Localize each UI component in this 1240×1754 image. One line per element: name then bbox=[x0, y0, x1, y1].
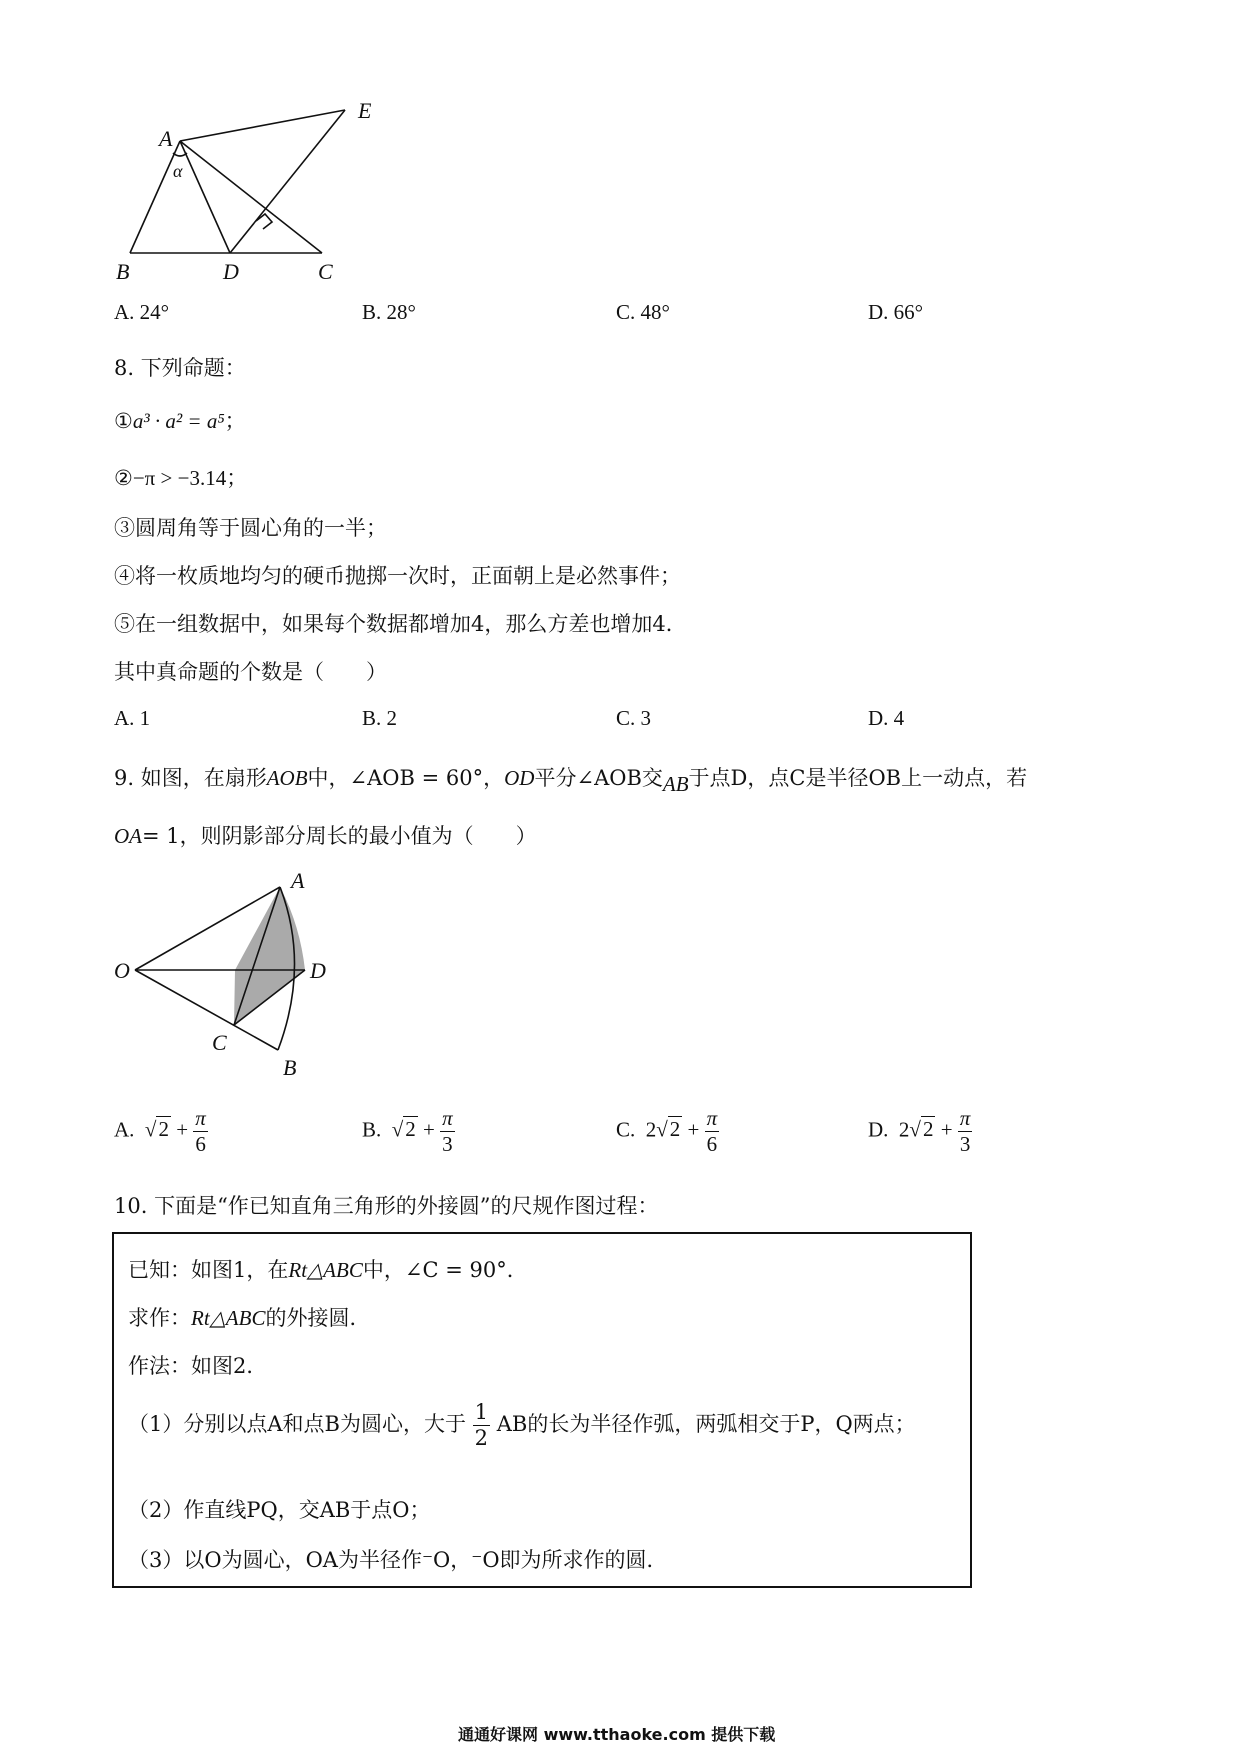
q8-stem: 8. 下列命题： bbox=[114, 356, 246, 380]
q10-step-2: （2）作直线PQ，交AB于点O； bbox=[128, 1498, 431, 1522]
q8-option-d: D. 4 bbox=[868, 706, 905, 730]
fig9-label-B: B bbox=[283, 1055, 297, 1080]
q9-option-d: D. 2√2 + $\frac{\pi}{3}$ bbox=[868, 1106, 971, 1156]
fig9-label-D: D bbox=[310, 958, 326, 983]
q8-option-a: A. 1 bbox=[114, 706, 151, 730]
q9-option-c: C. 2√2 + $\frac{\pi}{6}$ bbox=[616, 1106, 718, 1156]
q8-item-5: ⑤在一组数据中，如果每个数据都增加4，那么方差也增加4． bbox=[114, 612, 687, 636]
q9-arc-ab: AB bbox=[662, 772, 689, 796]
fig7-label-D: D bbox=[223, 259, 239, 284]
q10-seek: 求作：Rt△ABC的外接圆． bbox=[128, 1306, 371, 1330]
q9-stem-line1: 9. 如图，在扇形AOB中，∠AOB = 60°，OD平分∠AOB交AB于点D，点C是半径OB上一动点，若 bbox=[114, 766, 1028, 796]
fig9-label-A: A bbox=[291, 868, 305, 893]
q8-item-1-math: a³ · a² = a⁵ bbox=[132, 409, 225, 433]
fig7-label-B: B bbox=[116, 259, 130, 284]
q7-option-d: D. 66° bbox=[868, 300, 924, 324]
fig9-label-O: O bbox=[114, 958, 130, 983]
page-footer: 通通好课网 www.tthaoke.com 提供下载 bbox=[458, 1725, 776, 1744]
q8-item-1: ①a³ · a² = a⁵； bbox=[114, 409, 246, 433]
fig7-label-C: C bbox=[318, 259, 333, 284]
q8-option-c: C. 3 bbox=[616, 706, 652, 730]
q8-item-2-math: −π > −3.14 bbox=[132, 466, 227, 490]
q8-item-4: ④将一枚质地均匀的硬币抛掷一次时，正面朝上是必然事件； bbox=[114, 564, 681, 588]
q10-method: 作法：如图2． bbox=[128, 1354, 268, 1378]
q8-item-3: ③圆周角等于圆心角的一半； bbox=[114, 516, 387, 540]
q10-known: 已知：如图1，在Rt△ABC中，∠C = 90°． bbox=[128, 1258, 528, 1282]
q7-option-c: C. 48° bbox=[616, 300, 670, 324]
q8-item-2: ②−π > −3.14； bbox=[114, 466, 248, 490]
q10-step-1: （1）分别以点A和点B为圆心，大于 $\frac{1}{2}$ AB的长为半径作弧，两弧相交于P，Q两点； bbox=[128, 1400, 916, 1450]
fig7-label-E: E bbox=[358, 98, 372, 123]
q7-figure bbox=[110, 95, 400, 290]
q10-step-3: （3）以O为圆心，OA为半径作⁻O，⁻O即为所求作的圆． bbox=[128, 1548, 668, 1572]
q8-question: 其中真命题的个数是（ ） bbox=[114, 660, 387, 684]
fig7-label-alpha: α bbox=[173, 161, 183, 181]
q10-stem: 10. 下面是“作已知直角三角形的外接圆”的尺规作图过程： bbox=[114, 1194, 659, 1218]
q9-option-a: A. √2 + $\frac{\pi}{6}$ bbox=[114, 1106, 206, 1156]
q7-option-b: B. 28° bbox=[362, 300, 416, 324]
q10-construction-box bbox=[112, 1232, 972, 1588]
fig7-label-A: A bbox=[159, 126, 173, 151]
q8-option-b: B. 2 bbox=[362, 706, 398, 730]
fig9-label-C: C bbox=[212, 1030, 227, 1055]
q9-stem-line2: OA= 1，则阴影部分周长的最小值为（ ） bbox=[114, 824, 537, 848]
q7-option-a: A. 24° bbox=[114, 300, 170, 324]
q9-option-b: B. √2 + $\frac{\pi}{3}$ bbox=[362, 1106, 453, 1156]
